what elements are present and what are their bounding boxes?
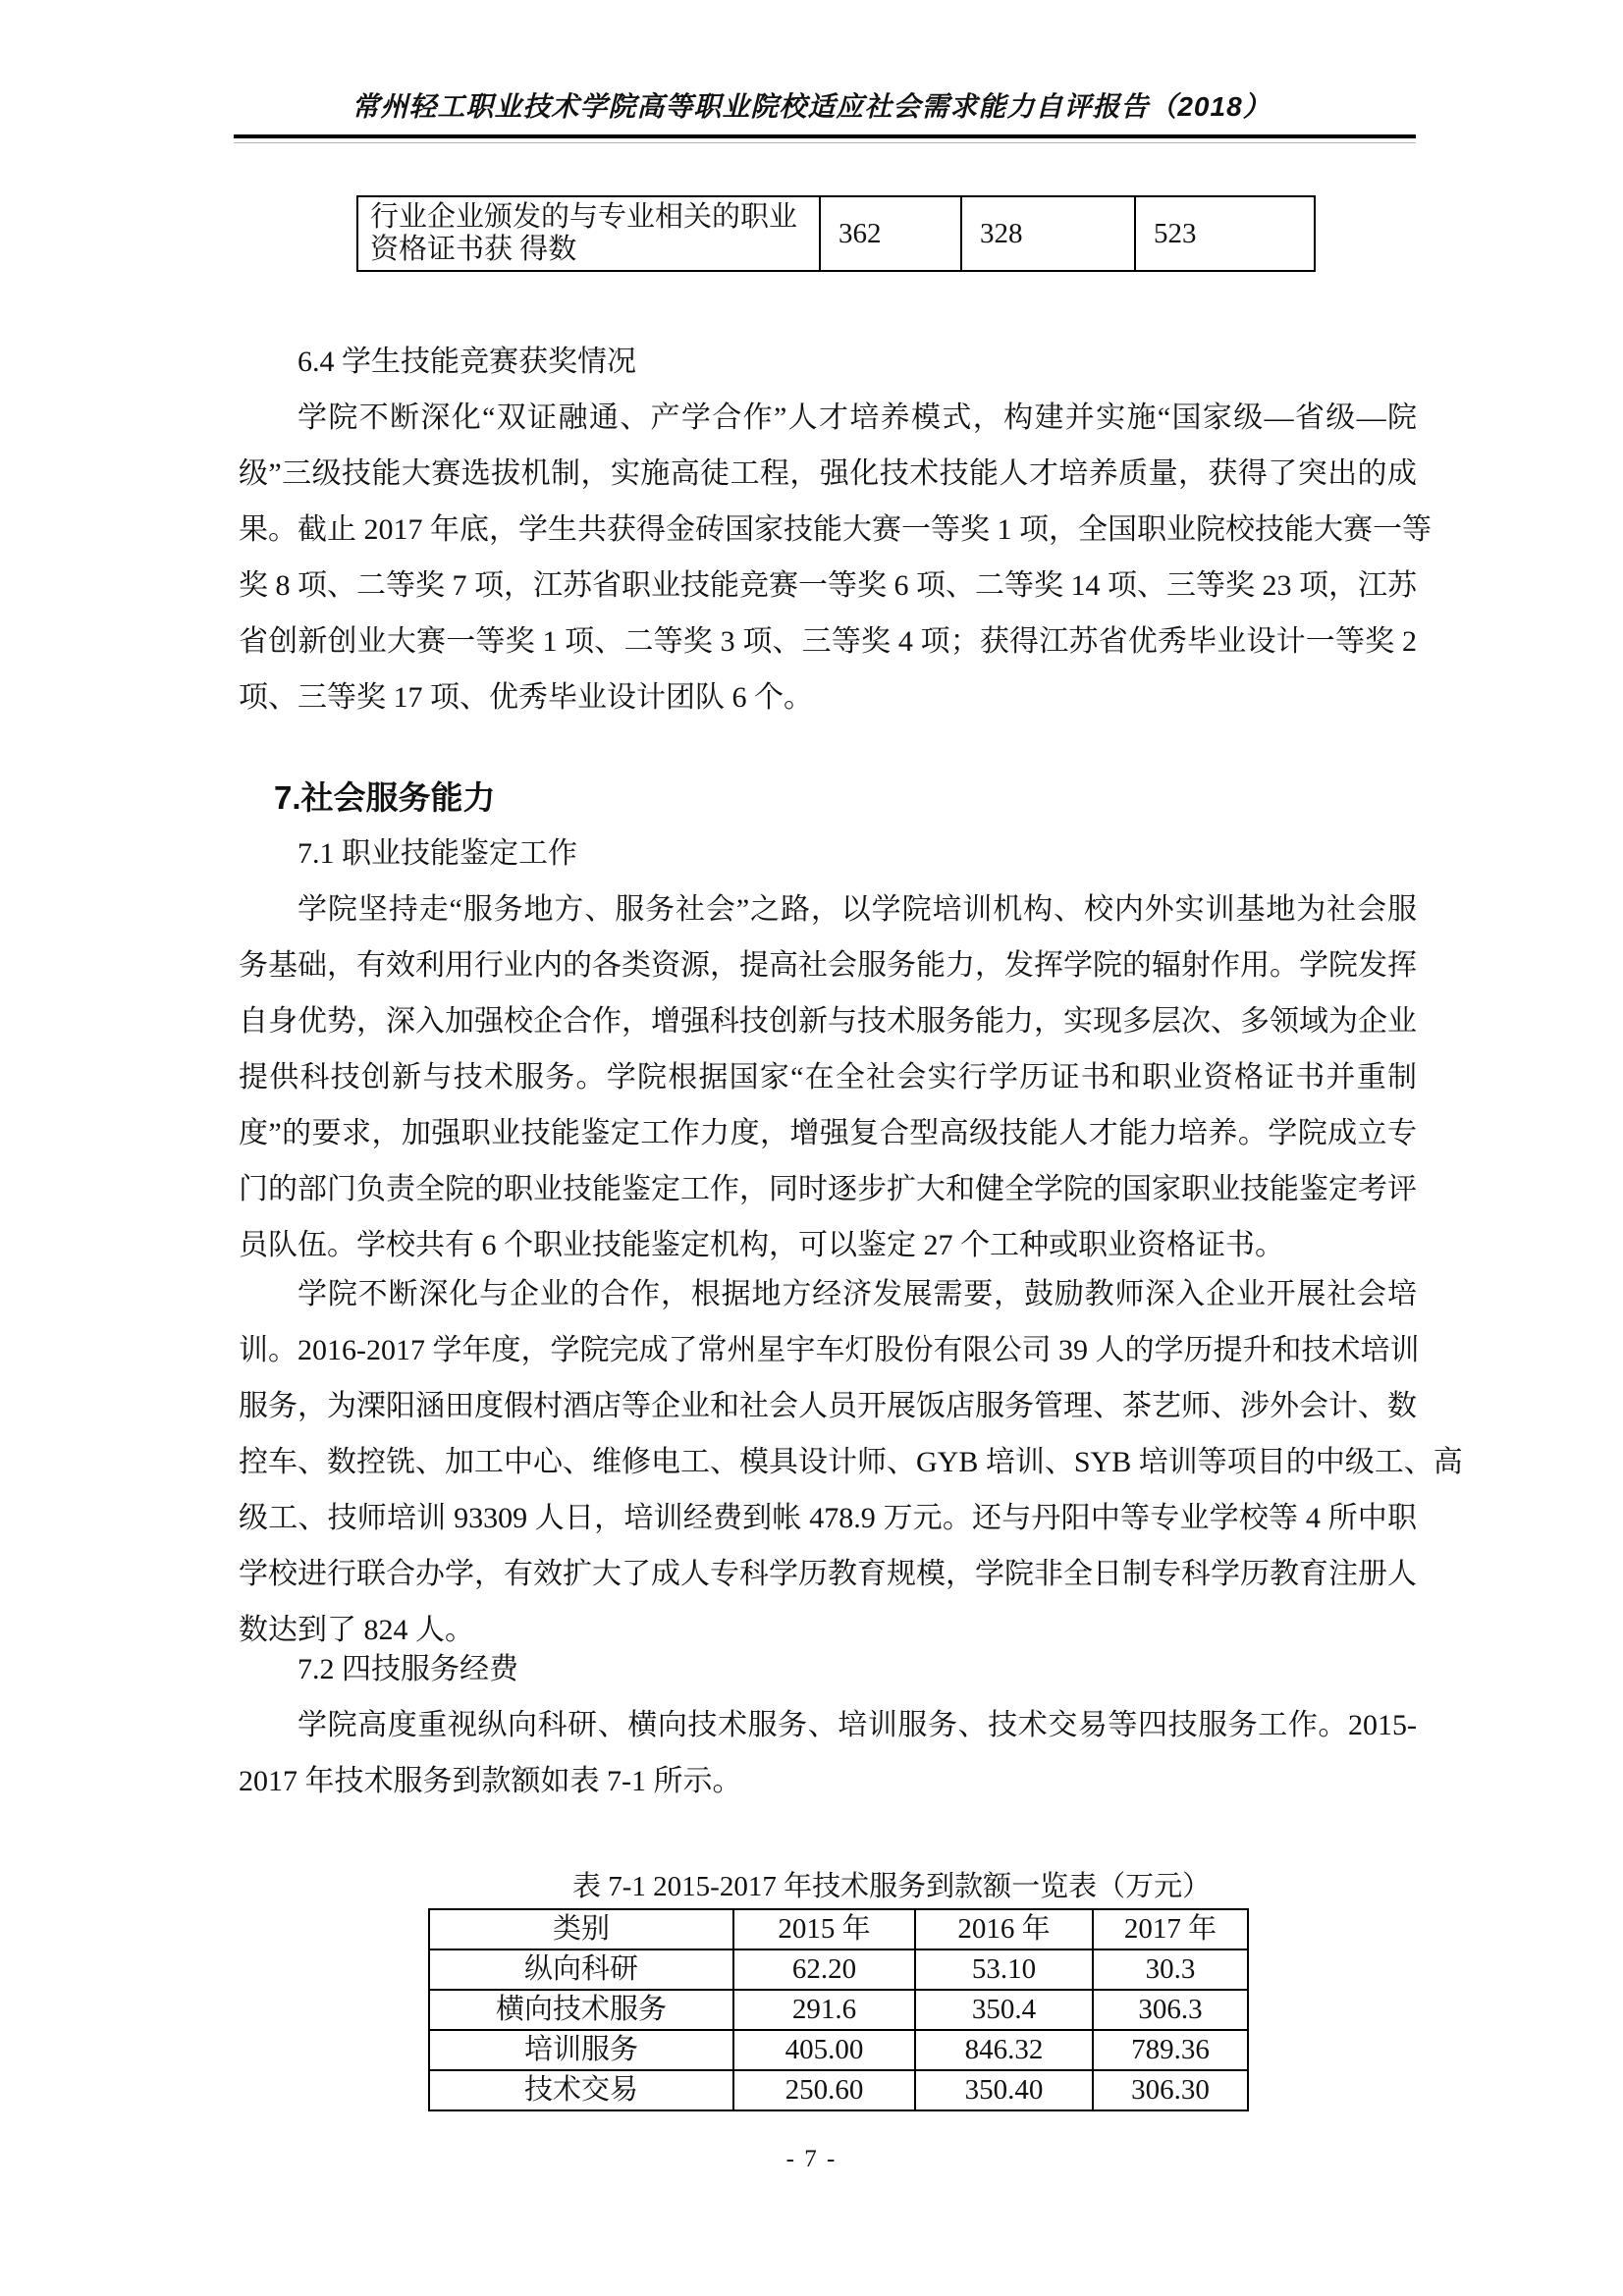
paragraph-line: 2017 年技术服务到款额如表 7-1 所示。 xyxy=(239,1765,742,1797)
paragraph-line: 果。截止 2017 年底，学生共获得金砖国家技能大赛一等奖 1 项，全国职业院校技能大赛一等 xyxy=(239,513,1432,546)
table-row xyxy=(429,2030,1248,2070)
heading-7: 7.社会服务能力 xyxy=(274,779,496,816)
row-label: 横向技术服务 xyxy=(429,1990,733,2030)
heading-7-1: 7.1 职业技能鉴定工作 xyxy=(298,837,577,870)
paragraph-line: 控车、数控铣、加工中心、维修电工、模具设计师、GYB 培训、SYB 培训等项目的中级工、高 xyxy=(239,1446,1463,1478)
cell-value: 30.3 xyxy=(1093,1949,1248,1990)
paragraph-line: 训。2016-2017 学年度，学院完成了常州星宇车灯股份有限公司 39 人的学历提升和技术培训 xyxy=(239,1334,1420,1366)
section-6-4 xyxy=(239,334,1432,725)
paragraph-line: 省创新创业大赛一等奖 1 项、二等奖 3 项、三等奖 4 项；获得江苏省优秀毕业设计一等奖 2 xyxy=(239,625,1417,658)
cell-value: 350.40 xyxy=(915,2070,1093,2110)
cell-value: 405.00 xyxy=(733,2030,915,2070)
table-header-row xyxy=(429,1909,1248,1949)
heading-6-4: 6.4 学生技能竞赛获奖情况 xyxy=(298,346,636,378)
row-label: 纵向科研 xyxy=(429,1949,733,1990)
cell-value: 350.4 xyxy=(915,1990,1093,2030)
paragraph-line: 项、三等奖 17 项、优秀毕业设计团队 6 个。 xyxy=(239,681,813,714)
table-row xyxy=(357,196,1315,271)
paragraph-line: 学校进行联合办学，有效扩大了成人专科学历教育规模，学院非全日制专科学历教育注册人 xyxy=(239,1558,1417,1590)
paragraph-line: 学院坚持走“服务地方、服务社会”之路，以学院培训机构、校内外实训基地为社会服 xyxy=(298,893,1417,926)
table-7-1-title: 表 7-1 2015-2017 年技术服务到款额一览表（万元） xyxy=(572,1871,1212,1902)
column-header: 2017 年 xyxy=(1093,1909,1248,1949)
section-7-1-paragraph-2 xyxy=(239,1266,1463,1658)
paragraph-line: 度”的要求，加强职业技能鉴定工作力度，增强复合型高级技能人才能力培养。学院成立专 xyxy=(239,1117,1417,1149)
cell-value: 306.3 xyxy=(1093,1990,1248,2030)
certificates-row-label: 行业企业颁发的与专业相关的职业资格证书获 得数 xyxy=(357,196,820,271)
cell-value: 846.32 xyxy=(915,2030,1093,2070)
cell-value: 250.60 xyxy=(733,2070,915,2110)
paragraph-line: 奖 8 项、二等奖 7 项，江苏省职业技能竞赛一等奖 6 项、二等奖 14 项、三等奖 23 项，江苏 xyxy=(239,569,1417,602)
cell-value: 53.10 xyxy=(915,1949,1093,1990)
header-rule-thin xyxy=(234,142,1416,143)
paragraph-line: 务基础，有效利用行业内的各类资源，提高社会服务能力，发挥学院的辐射作用。学院发挥 xyxy=(239,949,1417,982)
row-label: 技术交易 xyxy=(429,2070,733,2110)
cell-value: 62.20 xyxy=(733,1949,915,1990)
paragraph-line: 数达到了 824 人。 xyxy=(239,1614,474,1646)
cell-value: 789.36 xyxy=(1093,2030,1248,2070)
cell-value: 306.30 xyxy=(1093,2070,1248,2110)
paragraph-line: 级工、技师培训 93309 人日，培训经费到帐 478.9 万元。还与丹阳中等专业学校等 4 所中职 xyxy=(239,1502,1417,1534)
certificates-table xyxy=(356,195,1316,272)
page-number: - 7 - xyxy=(785,2146,838,2172)
paragraph-line: 员队伍。学校共有 6 个职业技能鉴定机构，可以鉴定 27 个工种或职业资格证书。 xyxy=(239,1229,1284,1261)
paragraph-line: 学院高度重视纵向科研、横向技术服务、培训服务、技术交易等四技服务工作。2015- xyxy=(298,1709,1417,1741)
column-header: 类别 xyxy=(429,1909,733,1949)
table-row xyxy=(429,1990,1248,2030)
row-label: 培训服务 xyxy=(429,2030,733,2070)
paragraph-line: 门的部门负责全院的职业技能鉴定工作，同时逐步扩大和健全学院的国家职业技能鉴定考评 xyxy=(239,1173,1417,1205)
paragraph-line: 级”三级技能大赛选拔机制，实施高徒工程，强化技术技能人才培养质量，获得了突出的成 xyxy=(239,457,1417,490)
paragraph-line: 服务，为溧阳涵田度假村酒店等企业和社会人员开展饭店服务管理、茶艺师、涉外会计、数 xyxy=(239,1390,1417,1422)
table-row xyxy=(429,1949,1248,1990)
paragraph-line: 自身优势，深入加强校企合作，增强科技创新与技术服务能力，实现多层次、多领域为企业 xyxy=(239,1005,1417,1038)
certificates-value-1: 362 xyxy=(820,196,961,271)
section-7 xyxy=(239,770,1417,1273)
paragraph-line: 学院不断深化“双证融通、产学合作”人才培养模式，构建并实施“国家级—省级—院 xyxy=(298,401,1417,434)
header-rule-thick xyxy=(234,134,1416,138)
column-header: 2015 年 xyxy=(733,1909,915,1949)
certificates-value-2: 328 xyxy=(961,196,1135,271)
certificates-value-3: 523 xyxy=(1135,196,1315,271)
cell-value: 291.6 xyxy=(733,1990,915,2030)
table-7-1 xyxy=(428,1908,1249,2111)
section-7-2 xyxy=(239,1641,1417,1809)
heading-7-2: 7.2 四技服务经费 xyxy=(298,1653,518,1685)
page-header-title: 常州轻工职业技术学院高等职业院校适应社会需求能力自评报告（2018） xyxy=(352,91,1271,122)
paragraph-line: 提供科技创新与技术服务。学院根据国家“在全社会实行学历证书和职业资格证书并重制 xyxy=(239,1061,1417,1094)
table-row xyxy=(429,2070,1248,2110)
column-header: 2016 年 xyxy=(915,1909,1093,1949)
paragraph-line: 学院不断深化与企业的合作，根据地方经济发展需要，鼓励教师深入企业开展社会培 xyxy=(298,1278,1417,1310)
